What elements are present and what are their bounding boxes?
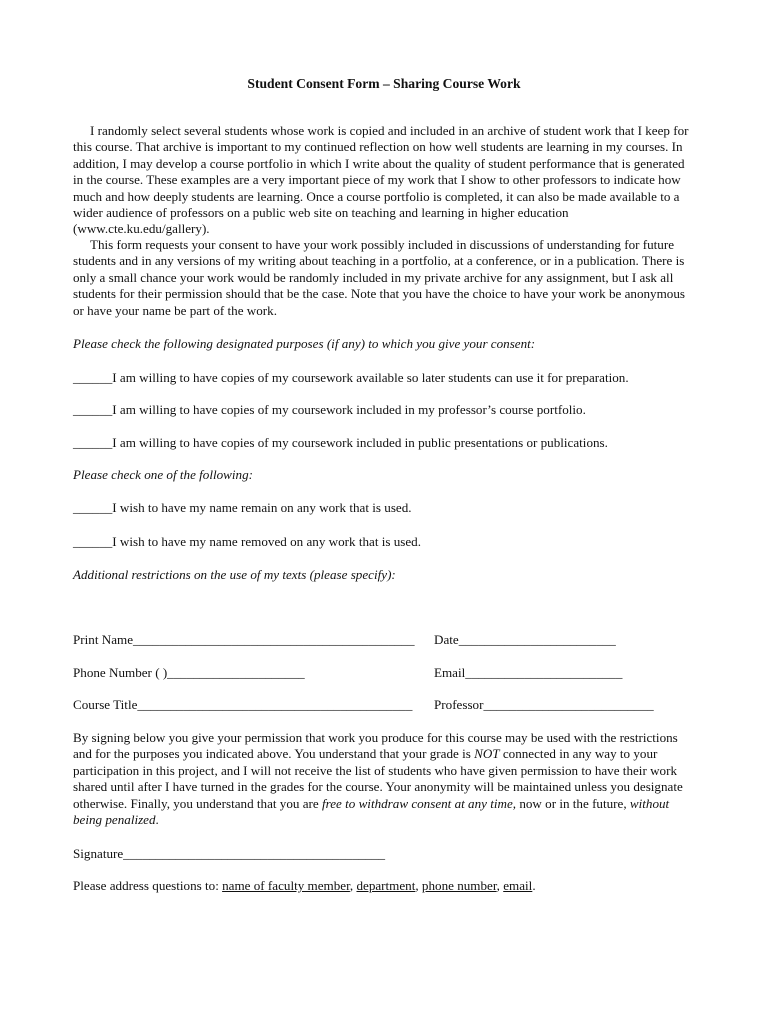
name-choice-removed <box>73 534 421 550</box>
name-choice-label: I wish to have my name removed on any work that is used. <box>112 534 422 549</box>
email-field[interactable]: Email________________________ <box>434 665 623 680</box>
check-blank[interactable]: ______ <box>73 500 113 515</box>
department-placeholder: department <box>356 878 416 893</box>
phone-number-placeholder: phone number <box>421 878 497 893</box>
check-blank[interactable]: ______ <box>73 435 113 450</box>
phone-number-field[interactable]: Phone Number ( )_____________________ <box>73 665 305 680</box>
date-field[interactable]: Date________________________ <box>434 632 616 647</box>
purpose-label: I am willing to have copies of my coursework available so later students can use it for preparation. <box>112 370 629 385</box>
professor-field[interactable]: Professor__________________________ <box>434 697 654 712</box>
course-title-field[interactable]: Course Title__________________________________________ <box>73 697 413 712</box>
not-emphasis: NOT <box>474 746 500 762</box>
purposes-prompt: Please check the following designated purposes (if any) to which you give your consent: <box>73 336 536 351</box>
intro-paragraph-1: I randomly select several students whose work is copied and included in an archive of student work that I keep for this course. That archive is important to my continued reflection on how well students are learning in my courses. In addition, I may develop a course portfolio in which I write about the quality of student performance that is generated in the course. These examples are a very important piece of my work that I show to other professors to indicate how much and how deeply students are learning. Once a course portfolio is completed, it can also be made available to a wider audience of professors on a public web site on teaching and learning in higher education (www.cte.ku.edu/gallery). <box>73 123 689 237</box>
purpose-item-students <box>73 370 629 386</box>
withdraw-emphasis: free to withdraw consent at any time, <box>321 795 517 811</box>
check-blank[interactable]: ______ <box>73 370 113 385</box>
penalized-emphasis: without being penalized <box>73 795 670 828</box>
faculty-name-placeholder: name of faculty member <box>222 878 350 893</box>
questions-line: Please address questions to: name of faculty member, department, phone number, email. <box>73 878 536 893</box>
check-blank[interactable]: ______ <box>73 402 113 417</box>
purpose-item-portfolio <box>73 402 586 418</box>
permission-paragraph: By signing below you give your permission that work you produce for this course may be used with the restrictions and for the purposes you indicated above. You understand that your grade is NOT connected in any way to your participation in this project, and I will not receive the list of students who have given permission to have their work shared until after I have turned in the grades for the course. Your anonymity will be maintained unless you designate otherwise. Finally, you understand that you are free to withdraw consent at any time, now or in the future, without being penalized. <box>73 730 683 828</box>
page-title: Student Consent Form – Sharing Course Work <box>247 76 521 91</box>
name-choice-label: I wish to have my name remain on any work that is used. <box>112 500 412 515</box>
name-choice-remain <box>73 500 412 516</box>
purpose-label: I am willing to have copies of my coursework included in public presentations or publications. <box>112 435 608 450</box>
name-choice-prompt: Please check one of the following: <box>73 467 253 482</box>
intro-paragraph-2: This form requests your consent to have your work possibly included in discussions of understanding for future students and in any versions of my writing about teaching in a portfolio, at a conference, or in a publication. There is only a small chance your work would be randomly included in my private archive for any assignment, but I ask all students for their permission should that be the case. Note that you have the choice to have your work be anonymous or have your name be part of the work. <box>73 237 685 318</box>
check-blank[interactable]: ______ <box>73 534 113 549</box>
purpose-item-publications <box>73 435 608 451</box>
signature-field[interactable]: Signature________________________________________ <box>73 846 386 861</box>
purpose-label: I am willing to have copies of my coursework included in my professor’s course portfolio. <box>112 402 586 417</box>
email-placeholder: email <box>503 878 533 893</box>
restrictions-prompt: Additional restrictions on the use of my texts (please specify): <box>73 567 396 582</box>
print-name-field[interactable]: Print Name___________________________________________ <box>73 632 415 647</box>
